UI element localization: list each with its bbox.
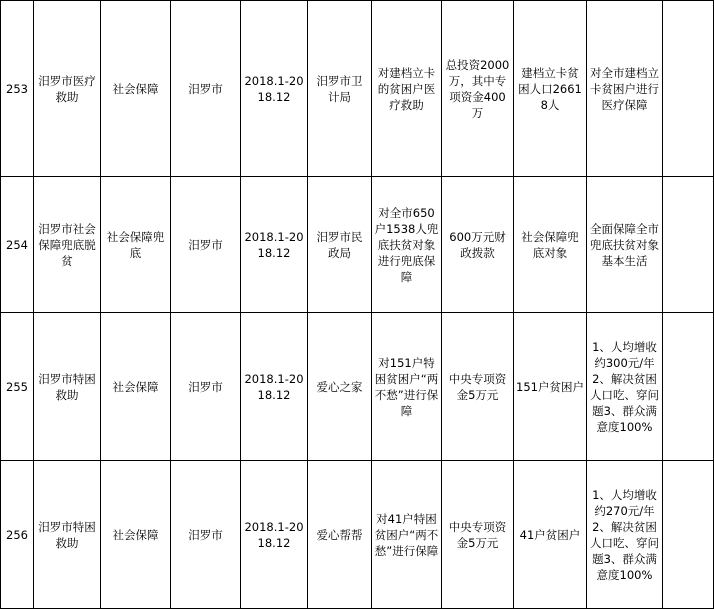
project-funding: 600万元财政拨款: [442, 177, 514, 313]
project-location: 汨罗市: [171, 313, 241, 461]
responsible-dept: 汨罗市卫计局: [308, 1, 372, 177]
row-number: 255: [1, 313, 34, 461]
project-category: 社会保障兜底: [101, 177, 171, 313]
project-period: 2018.1-2018.12: [241, 313, 308, 461]
table-row: [1, 1, 714, 177]
remarks-cell: [663, 313, 714, 461]
project-category: 社会保障: [101, 461, 171, 609]
project-location: 汨罗市: [171, 177, 241, 313]
project-goal: 1、人均增收约270元/年2、解决贫困人口吃、穿问题3、群众满意度100%: [587, 461, 663, 609]
project-name: 汨罗市特困救助: [34, 461, 101, 609]
remarks-cell: [663, 177, 714, 313]
project-beneficiaries: 151户贫困户: [514, 313, 587, 461]
project-location: 汨罗市: [171, 1, 241, 177]
row-number: 253: [1, 1, 34, 177]
project-location: 汨罗市: [171, 461, 241, 609]
table-row: [1, 313, 714, 461]
project-period: 2018.1-2018.12: [241, 177, 308, 313]
project-content: 对全市650户1538人兜底扶贫对象进行兜底保障: [372, 177, 442, 313]
project-content: 对41户特困贫困户“两不愁”进行保障: [372, 461, 442, 609]
remarks-cell: [663, 1, 714, 177]
project-category: 社会保障: [101, 313, 171, 461]
table-row: [1, 461, 714, 609]
project-goal: 对全市建档立卡贫困户进行医疗保障: [587, 1, 663, 177]
project-content: 对建档立卡的贫困户医疗救助: [372, 1, 442, 177]
project-category: 社会保障: [101, 1, 171, 177]
project-beneficiaries: 41户贫困户: [514, 461, 587, 609]
row-number: 256: [1, 461, 34, 609]
project-goal: 全面保障全市兜底扶贫对象基本生活: [587, 177, 663, 313]
responsible-dept: 爱心帮帮: [308, 461, 372, 609]
project-period: 2018.1-2018.12: [241, 461, 308, 609]
project-name: 汨罗市特困救助: [34, 313, 101, 461]
project-beneficiaries: 建档立卡贫困人口26618人: [514, 1, 587, 177]
project-beneficiaries: 社会保障兜底对象: [514, 177, 587, 313]
project-funding: 总投资2000万，其中专项资金400万: [442, 1, 514, 177]
row-number: 254: [1, 177, 34, 313]
project-funding: 中央专项资金5万元: [442, 313, 514, 461]
table-row: [1, 177, 714, 313]
remarks-cell: [663, 461, 714, 609]
project-funding: 中央专项资金5万元: [442, 461, 514, 609]
project-content: 对151户特困贫困户“两不愁”进行保障: [372, 313, 442, 461]
project-name: 汨罗市社会保障兜底脱贫: [34, 177, 101, 313]
project-goal: 1、人均增收约300元/年2、解决贫困人口吃、穿问题3、群众满意度100%: [587, 313, 663, 461]
responsible-dept: 汨罗市民政局: [308, 177, 372, 313]
project-period: 2018.1-2018.12: [241, 1, 308, 177]
responsible-dept: 爱心之家: [308, 313, 372, 461]
project-name: 汨罗市医疗救助: [34, 1, 101, 177]
